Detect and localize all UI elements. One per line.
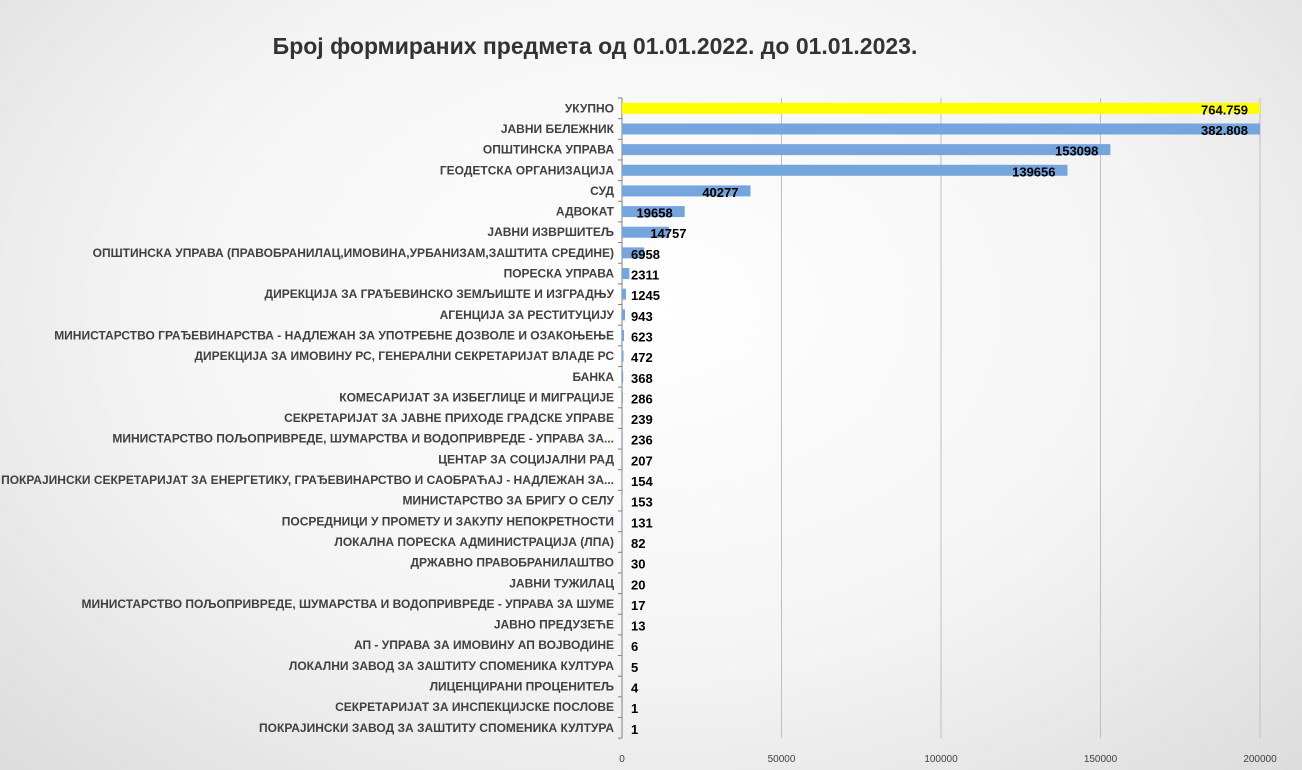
category-label: ПОКРАЈИНСКИ ЗАВОД ЗА ЗАШТИТУ СПОМЕНИКА КУЛТУРА — [259, 720, 614, 735]
bar — [622, 268, 629, 279]
category-label: ЛИЦЕНЦИРАНИ ПРОЦЕНИТЕЉ — [429, 679, 614, 694]
data-label: 40277 — [702, 184, 739, 200]
data-label: 5 — [631, 659, 639, 675]
x-tick-label: 200000 — [1243, 754, 1277, 766]
category-label: БАНКА — [572, 369, 614, 384]
category-label: СЕКРЕТАРИЈАТ ЗА ЈАВНЕ ПРИХОДЕ ГРАДСКЕ УПРАВЕ — [284, 411, 614, 426]
category-label: ЈАВНО ПРЕДУЗЕЋЕ — [493, 617, 614, 632]
bar — [622, 413, 623, 424]
category-label: АГЕНЦИЈА ЗА РЕСТИТУЦИЈУ — [439, 307, 614, 322]
category-label: МИНИСТАРСТВО ГРАЂЕВИНАРСТВА - НАДЛЕЖАН ЗА УПОТРЕБНЕ ДОЗВОЛЕ И ОЗАКОЊЕЊЕ — [54, 328, 614, 343]
data-label: 472 — [631, 350, 653, 366]
category-label: ЦЕНТАР ЗА СОЦИЈАЛНИ РАД — [438, 452, 614, 467]
bar — [622, 351, 624, 362]
chart-title: Број формираних предмета од 01.01.2022. до 01.01.2023. — [272, 33, 918, 59]
data-label: 239 — [631, 412, 653, 428]
bar — [622, 144, 1110, 155]
data-label: 17 — [631, 597, 646, 613]
category-label: ДИРЕКЦИЈА ЗА ИМОВИНУ РС, ГЕНЕРАЛНИ СЕКРЕТАРИЈАТ ВЛАДЕ РС — [194, 349, 614, 364]
x-tick-label: 150000 — [1083, 754, 1118, 766]
data-label: 207 — [631, 453, 653, 469]
data-label: 1245 — [631, 288, 660, 304]
bar — [622, 433, 623, 444]
data-label: 943 — [631, 308, 653, 324]
data-label: 6958 — [631, 246, 660, 262]
category-label: МИНИСТАРСТВО ПОЉОПРИВРЕДЕ, ШУМАРСТВА И ВОДОПРИВРЕДЕ - УПРАВА ЗА ШУМЕ — [81, 596, 614, 611]
data-label: 13 — [631, 618, 646, 634]
bar — [622, 371, 623, 382]
bar — [622, 309, 625, 320]
category-label: ЈАВНИ ТУЖИЛАЦ — [509, 576, 614, 591]
data-label: 1 — [631, 701, 639, 717]
bar — [622, 123, 1260, 134]
category-label: ПОРЕСКА УПРАВА — [503, 266, 614, 281]
data-label: 14757 — [650, 226, 687, 242]
category-label: МИНИСТАРСТВО ЗА БРИГУ О СЕЛУ — [402, 493, 614, 508]
category-label: ЈАВНИ ИЗВРШИТЕЉ — [487, 225, 614, 240]
category-label: МИНИСТАРСТВО ПОЉОПРИВРЕДЕ, ШУМАРСТВА И ВОДОПРИВРЕДЕ - УПРАВА ЗА... — [112, 431, 614, 446]
data-label: 154 — [631, 474, 653, 490]
category-label: УКУПНО — [564, 101, 614, 116]
category-label: ЈАВНИ БЕЛЕЖНИК — [500, 121, 614, 136]
data-label: 1 — [631, 721, 639, 737]
data-label: 764.759 — [1201, 102, 1248, 118]
data-label: 4 — [631, 680, 639, 696]
bar — [622, 392, 623, 403]
category-label: АДВОКАТ — [555, 204, 614, 219]
data-label: 30 — [631, 556, 646, 572]
bar — [622, 330, 624, 341]
category-label: ДИРЕКЦИЈА ЗА ГРАЂЕВИНСКО ЗЕМЉИШТЕ И ИЗГРАДЊУ — [264, 287, 614, 302]
category-label: ПОКРАЈИНСКИ СЕКРЕТАРИЈАТ ЗА ЕНЕРГЕТИКУ, ГРАЂЕВИНАРСТВО И САОБРАЋАЈ - НАДЛЕЖАН ЗА... — [1, 473, 614, 488]
data-label: 6 — [631, 639, 639, 655]
category-label: ОПШТИНСКА УПРАВА — [482, 142, 614, 157]
data-label: 236 — [631, 432, 653, 448]
data-label: 82 — [631, 535, 646, 551]
data-label: 623 — [631, 329, 653, 345]
data-label: 19658 — [636, 205, 673, 221]
data-label: 368 — [631, 370, 653, 386]
bar-total — [622, 103, 1260, 114]
data-label: 139656 — [1012, 164, 1056, 180]
bar — [622, 454, 623, 465]
data-label: 286 — [631, 391, 653, 407]
data-label: 153 — [631, 494, 653, 510]
data-label: 2311 — [631, 267, 660, 283]
x-tick-label: 100000 — [924, 754, 958, 766]
category-label: СУД — [590, 183, 614, 198]
x-tick-label: 50000 — [767, 754, 796, 766]
category-label: ОПШТИНСКА УПРАВА (ПРАВОБРАНИЛАЦ,ИМОВИНА,УРБАНИЗАМ,ЗАШТИТА СРЕДИНЕ) — [92, 245, 614, 260]
category-label: СЕКРЕТАРИЈАТ ЗА ИНСПЕКЦИЈСКЕ ПОСЛОВЕ — [335, 700, 614, 715]
category-label: ГЕОДЕТСКА ОРГАНИЗАЦИЈА — [439, 163, 614, 178]
data-label: 20 — [631, 577, 646, 593]
category-label: ПОСРЕДНИЦИ У ПРОМЕТУ И ЗАКУПУ НЕПОКРЕТНОСТИ — [281, 514, 614, 529]
x-tick-label: 0 — [619, 754, 625, 766]
category-label: АП - УПРАВА ЗА ИМОВИНУ АП ВОЈВОДИНЕ — [353, 638, 614, 653]
category-label: КОМЕСАРИЈАТ ЗА ИЗБЕГЛИЦЕ И МИГРАЦИЈЕ — [339, 390, 614, 405]
bar — [622, 289, 626, 300]
bar — [622, 165, 1068, 176]
data-label: 382.808 — [1201, 122, 1248, 138]
data-label: 153098 — [1054, 143, 1099, 159]
category-label: ЛОКАЛНИ ЗАВОД ЗА ЗАШТИТУ СПОМЕНИКА КУЛТУРА — [288, 658, 614, 673]
data-label: 131 — [631, 515, 653, 531]
category-label: ДРЖАВНО ПРАВОБРАНИЛАШТВО — [410, 555, 614, 570]
category-label: ЛОКАЛНА ПОРЕСКА АДМИНИСТРАЦИЈА (ЛПА) — [334, 534, 614, 549]
